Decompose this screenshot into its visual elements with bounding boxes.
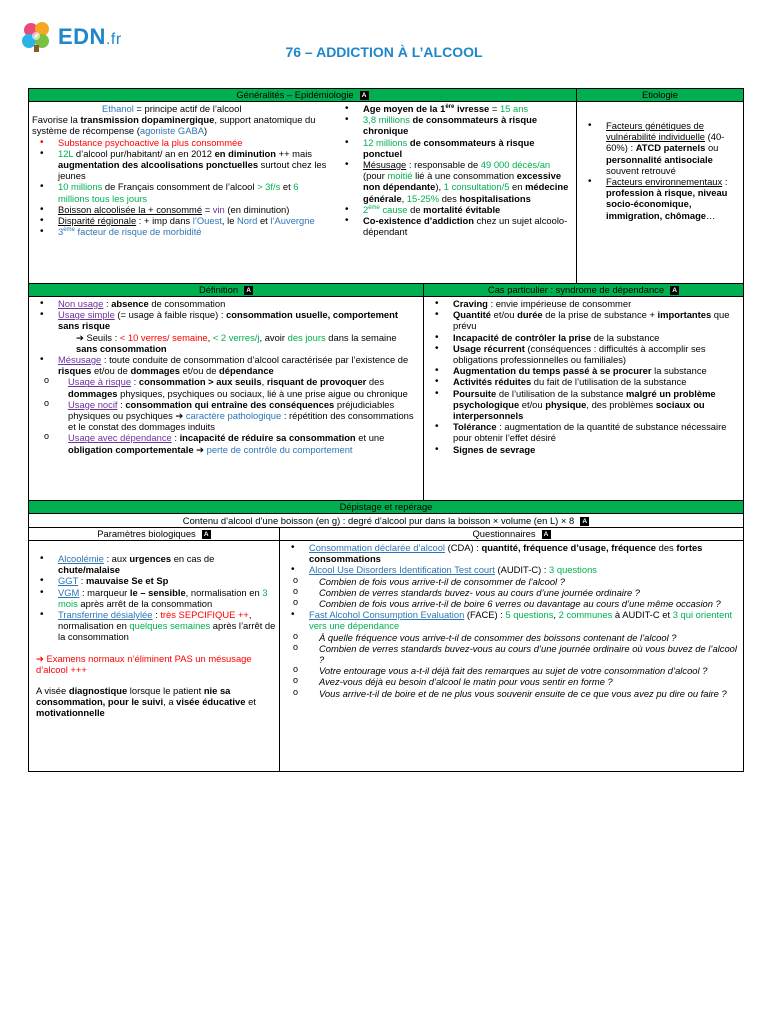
questionnaires-col: • Consommation déclarée d’alcool (CDA) : quantité, fréquence d’usage, fréquence des fortes consommations • Alcool Use Disorders Identification Test court (AUDIT-C) : 3 questions o Combien de fois vous arrive-t-il de consommer de l’alcool ? o Combien de verres standards buvez- vous au cours d’une journée ordinaire ? o Combien de fois vous arrive-t-il de boire 6 verres ou davantage au cours d’une même occasion ? • Fast Alcohol Consumption Evaluation (FACE) : 5 questions, 2 communes à AUDIT-C et 3 qui orientent vers une dépendance o À quelle fréquence vous arrive-t-il de consommer des boissons contenant de l’alcool ? o Combien de verres standards buvez-vous au cours d’une journée ordinaire où vous buvez de l’alcool ? o Votre entourage vous a-t-il déjà fait des remarques au sujet de votre consommation d’alcool ? o Avez-vous déjà eu besoin d’alcool le matin pour vous sentir en forme ? o Vous arrive-t-il de boire et de ne plus vous souvenir ensuite de ce que vous avez pu dire ou faire ?: [279, 541, 743, 771]
generalites-col-1: Ethanol = principe actif de l’alcool Favorise la transmission dopaminergique, support anatomique du système de récompense (agoniste GABA) • Substance psychoactive la plus consommée • 12L d’alcool pur/habitant/ an en 2012 en diminution ++ mais augmentation des alcoolisations ponctuelles surtout chez les jeunes • 10 millions de Français consomment de l’alcool > 3f/s et 6 millions tous les jours • Boisson alcoolisée la + consommé = vin (en diminution) • Disparité régionale : + imp dans l’Ouest, le Nord et l’Auvergne • 3ème facteur de risque de morbidité: [29, 102, 334, 283]
rank-a-badge: A: [202, 530, 211, 539]
section-header-questionnaires: Questionnaires A: [279, 528, 743, 540]
definition-col: • Non usage : absence de consommation • Usage simple (= usage à faible risque) : consommation usuelle, comportement sans risque ➔ Seuils : < 10 verres/ semaine, < 2 verres/j, avoir des jours dans la semaine sans consommation • Mésusage : toute conduite de consommation d’alcool caractérisée par l’existence de risques et/ou de dommages et/ou de dépendance o Usage à risque : consommation > aux seuils, risquant de provoquer des dommages physiques, psychiques ou sociaux, lié à une prise aigue ou chronique o Usage nocif : consommation qui entraîne des conséquences préjudiciables physiques ou psychiques ➔ caractère pathologique : répétition des consommations et le constat des dommages induits o Usage avec dépendance : incapacité de réduire sa consommation et une obligation comportementale ➔ perte de contrôle du comportement: [29, 297, 423, 500]
section-header-generalites: Généralités – Epidémiologie A: [29, 89, 576, 101]
summary-sheet: [28, 88, 744, 772]
section-header-biologie: Paramètres biologiques A: [29, 528, 279, 540]
dependance-col: • Craving : envie impérieuse de consommer • Quantité et/ou durée de la prise de substance + importantes que prévu • Incapacité de contrôler la prise de la substance • Usage récurrent (conséquences : difficultés à accomplir ses obligations professionnelles ou familiales) • Augmentation du temps passé à se procurer la substance • Activités réduites du fait de l’utilisation de la substance • Poursuite de l’utilisation de la substance malgré un problème psychologique et/ou physique, des problèmes sociaux ou interpersonnels • Tolérance : augmentation de la quantité de substance nécessaire pour obtenir l’effet désiré • Signes de sevrage: [423, 297, 743, 500]
rank-a-badge: A: [244, 286, 253, 295]
section-header-depistage: Dépistage et repérage: [29, 501, 743, 514]
rank-a-badge: A: [360, 91, 369, 100]
section-header-dependance: Cas particulier : syndrome de dépendance A: [423, 284, 743, 296]
alcohol-content-formula: Contenu d’alcool d’une boisson (en g) : degré d’alcool pur dans la boisson × volume (en L) × 8 A: [29, 514, 743, 528]
biologie-col: • Alcoolémie : aux urgences en cas de chute/malaise • GGT : mauvaise Se et Sp • VGM : marqueur le – sensible, normalisation en 3 mois après arrêt de la consommation • Transferrine désialylée : très SEPCIFIQUE ++, normalisation en quelques semaines après l’arrêt de la consommation ➔ Examens normaux n’éliminent PAS un mésusage d’alcool +++ A visée diagnostique lorsque le patient nie sa consommation, pour le suivi, a visée éducative et motivationnelle: [29, 541, 279, 771]
section-header-etiologie: Etiologie: [576, 89, 743, 101]
generalites-col-2: • Age moyen de la 1ère ivresse = 15 ans • 3,8 millions de consommateurs à risque chronique • 12 millions de consommateurs à risque ponctuel • Mésusage : responsable de 49 000 décès/an (pour moitié lié à une consommation excessive non dépendante), 1 consultation/5 en médecine générale, 15-25% des hospitalisations • 2ème cause de mortalité évitable • Co-existence d’addiction chez un sujet alcoolo-dépendant: [334, 102, 576, 283]
section-header-definition: Définition A: [29, 284, 423, 296]
rank-a-badge: A: [542, 530, 551, 539]
etiologie-col: • Facteurs génétiques de vulnérabilité individuelle (40-60%) : ATCD paternels ou personnalité antisociale souvent retrouvé • Facteurs environnementaux : profession à risque, niveau socio-économique, immigration, chômage…: [576, 102, 743, 283]
logo-text: EDN.fr: [58, 24, 122, 49]
rank-a-badge: A: [580, 517, 589, 526]
rank-a-badge: A: [670, 286, 679, 295]
page-title: 76 – ADDICTION À L’ALCOOL: [285, 44, 483, 60]
